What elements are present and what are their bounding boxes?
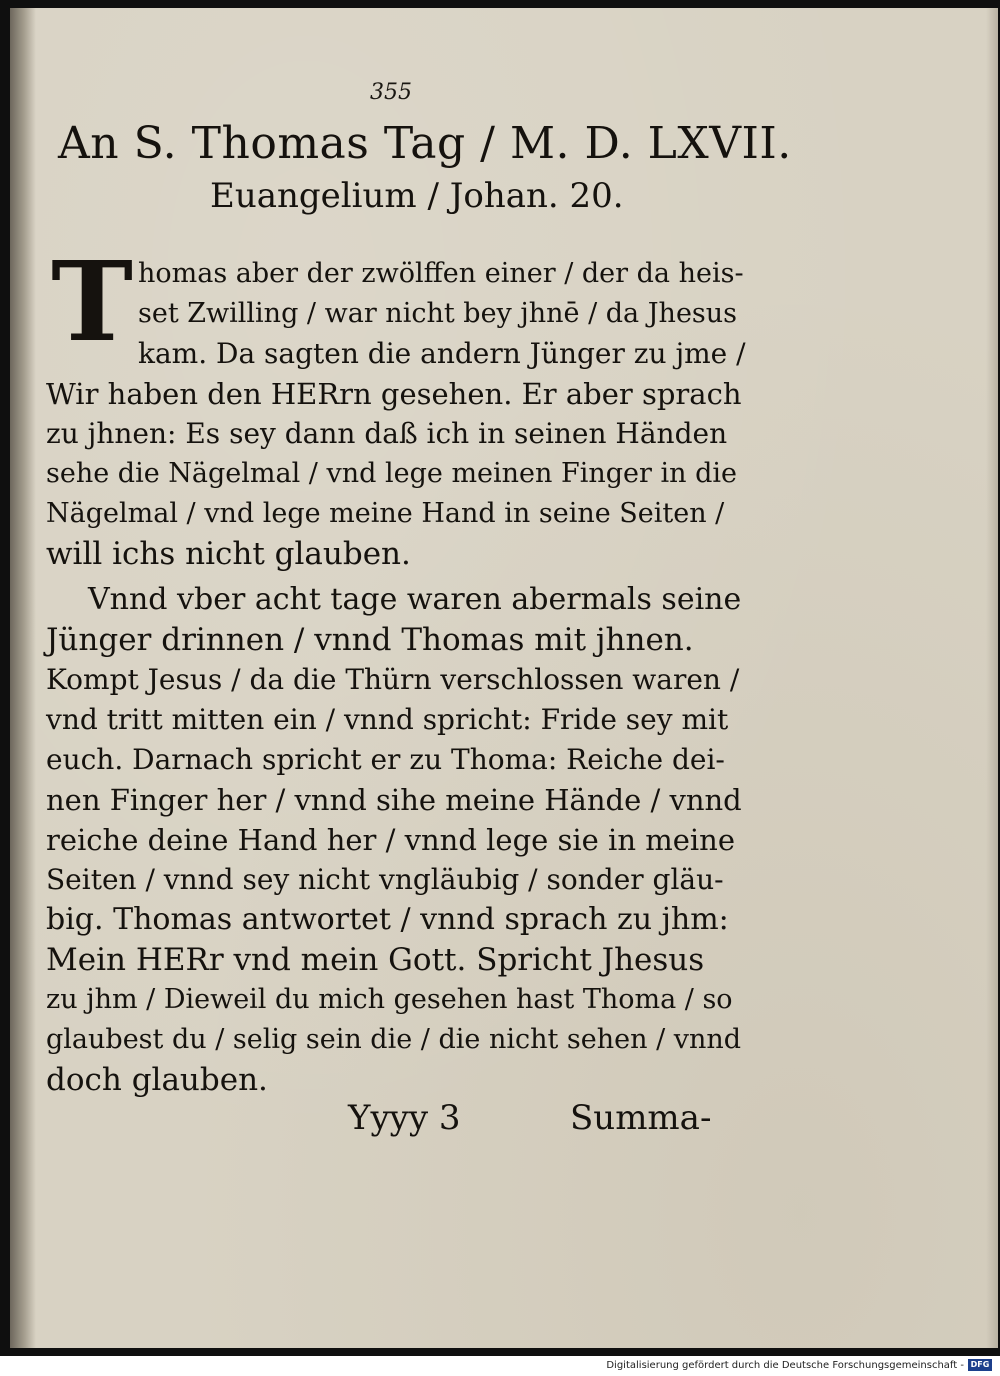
text-line: Nägelmal / vnd lege meine Hand in seine Seiten / bbox=[46, 498, 725, 529]
text-line: Jünger drinnen / vnnd Thomas mit jhnen. bbox=[46, 622, 694, 658]
digitization-credit: Digitalisierung gefördert durch die Deutsche Forschungsgemeinschaft - bbox=[606, 1360, 964, 1371]
signature-mark: Yyyy 3 bbox=[348, 1098, 461, 1138]
text-line: reiche deine Hand her / vnnd lege sie in meine bbox=[46, 823, 735, 857]
text-line: kam. Da sagten die andern Jünger zu jme / bbox=[138, 337, 746, 370]
text-line: Mein HERr vnd mein Gott. Spricht Jhesus bbox=[46, 942, 705, 978]
text-line: glaubest du / selig sein die / die nicht sehen / vnnd bbox=[46, 1024, 742, 1055]
page-edge-shadow bbox=[986, 8, 998, 1348]
page-gutter-shadow bbox=[10, 8, 36, 1348]
text-line: Kompt Jesus / da die Thürn verschlossen waren / bbox=[46, 663, 740, 696]
text-line: zu jhnen: Es sey dann daß ich in seinen Händen bbox=[46, 417, 728, 450]
catchword: Summa- bbox=[570, 1098, 712, 1138]
text-line: Wir haben den HERrn gesehen. Er aber sprach bbox=[46, 377, 742, 411]
text-line: homas aber der zwölffen einer / der da heis- bbox=[138, 258, 744, 289]
dfg-logo: DFG bbox=[968, 1359, 992, 1371]
page-subheading: Euangelium / Johan. 20. bbox=[210, 176, 624, 216]
page-heading: An S. Thomas Tag / M. D. LXVII. bbox=[58, 118, 792, 169]
text-line: will ichs nicht glauben. bbox=[46, 536, 411, 572]
text-line: vnd tritt mitten ein / vnnd spricht: Fride sey mit bbox=[46, 703, 729, 736]
drop-cap-initial: T bbox=[51, 237, 133, 366]
text-line: zu jhm / Dieweil du mich gesehen hast Thoma / so bbox=[46, 984, 733, 1015]
text-line: Vnnd vber acht tage waren abermals seine bbox=[88, 582, 742, 617]
text-line: euch. Darnach spricht er zu Thoma: Reiche dei- bbox=[46, 743, 725, 776]
page-number: 355 bbox=[370, 80, 412, 105]
text-line: nen Finger her / vnnd sihe meine Hände / vnnd bbox=[46, 783, 742, 817]
text-line: sehe die Nägelmal / vnd lege meinen Finger in die bbox=[46, 458, 738, 489]
text-line: doch glauben. bbox=[46, 1062, 268, 1098]
text-line: big. Thomas antwortet / vnnd sprach zu jhm: bbox=[46, 902, 729, 937]
book-page bbox=[10, 8, 998, 1348]
text-line: set Zwilling / war nicht bey jhnē / da Jhesus bbox=[138, 298, 738, 329]
text-line: Seiten / vnnd sey nicht vngläubig / sonder gläu- bbox=[46, 863, 724, 896]
